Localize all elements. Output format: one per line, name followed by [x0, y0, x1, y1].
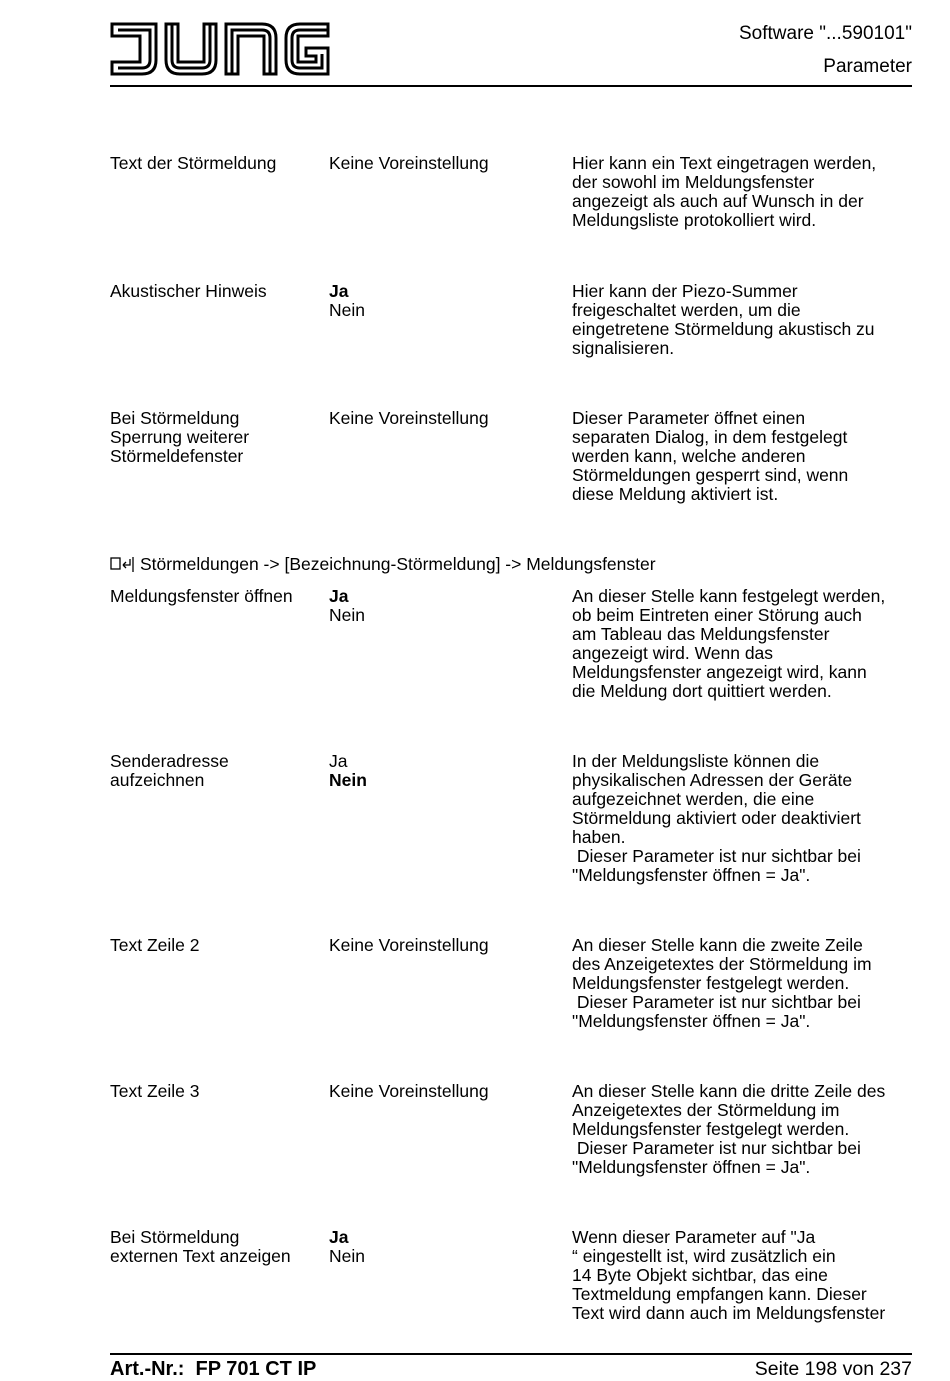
footer-rule [110, 1353, 912, 1355]
parameter-name: Meldungsfenster öffnen [110, 586, 293, 606]
parameter-options [329, 1082, 569, 1101]
parameter-description: Wenn dieser Parameter auf "Ja “ eingestellt ist, wird zusätzlich ein 14 Byte Objekt sichtbar, das eine Textmeldung empfangen kann. Dieser Text wird dann auch im Meldungsfenster [572, 1227, 886, 1323]
option: Keine Voreinstellung [329, 153, 489, 173]
option-default: Ja [329, 586, 349, 606]
parameter-description: An dieser Stelle kann die dritte Zeile des Anzeigetextes der Störmeldung im Meldungsfenster festgelegt werden. Dieser Parameter ist nur sichtbar bei "Meldungsfenster öffnen = Ja". [572, 1081, 886, 1177]
option: Keine Voreinstellung [329, 1081, 489, 1101]
parameter-page-icon [110, 555, 138, 573]
parameter-name: Bei Störmeldung externen Text anzeigen [110, 1227, 291, 1266]
option: Nein [329, 1246, 365, 1266]
parameter-name: Text Zeile 3 [110, 1081, 200, 1101]
parameter-options [329, 936, 569, 955]
parameter-options [329, 752, 569, 790]
section-path-text: Störmeldungen -> [Bezeichnung-Störmeldung] -> Meldungsfenster [140, 554, 656, 574]
parameter-description: Dieser Parameter öffnet einen separaten Dialog, in dem festgelegt werden kann, welche anderen Störmeldungen gesperrt sind, wenn diese Meldung aktiviert ist. [572, 408, 849, 504]
parameter-options [329, 409, 569, 428]
section-path [110, 554, 656, 574]
option-default: Ja [329, 281, 349, 301]
parameter-options [329, 1228, 569, 1266]
parameter-options [329, 154, 569, 173]
option-default: Nein [329, 770, 367, 790]
page-number: Seite 198 von 237 [754, 1358, 912, 1380]
parameter-name: Akustischer Hinweis [110, 281, 267, 301]
parameter-description: Hier kann ein Text eingetragen werden, der sowohl im Meldungsfenster angezeigt als auch auf Wunsch in der Meldungsliste protokolliert wird. [572, 153, 877, 230]
parameter-name: Senderadresse aufzeichnen [110, 751, 229, 790]
article-number: Art.-Nr.: FP 701 CT IP [110, 1358, 317, 1380]
option: Keine Voreinstellung [329, 935, 489, 955]
parameter-description: An dieser Stelle kann die zweite Zeile des Anzeigetextes der Störmeldung im Meldungsfenster festgelegt werden. Dieser Parameter ist nur sichtbar bei "Meldungsfenster öffnen = Ja". [572, 935, 872, 1031]
jung-logo [110, 22, 330, 76]
header-rule [110, 85, 912, 87]
software-version: Software "...590101" [739, 23, 912, 44]
parameter-description: In der Meldungsliste können die physikalischen Adressen der Geräte aufgezeichnet werden, die eine Störmeldung aktiviert oder deaktiviert haben. Dieser Parameter ist nur sichtbar bei "Meldungsfenster öffnen = Ja". [572, 751, 861, 885]
option: Nein [329, 605, 365, 625]
parameter-description: An dieser Stelle kann festgelegt werden, ob beim Eintreten einer Störung auch am Tableau das Meldungsfenster angezeigt wird. Wenn das Meldungsfenster angezeigt wird, kann die Meldung dort quittiert werden. [572, 586, 886, 701]
parameter-options [329, 587, 569, 625]
option-default: Ja [329, 1227, 349, 1247]
parameter-name: Text Zeile 2 [110, 935, 200, 955]
option: Nein [329, 300, 365, 320]
header-section-title: Parameter [823, 56, 912, 77]
option: Keine Voreinstellung [329, 408, 489, 428]
parameter-description: Hier kann der Piezo-Summer freigeschaltet werden, um die eingetretene Störmeldung akustisch zu signalisieren. [572, 281, 875, 358]
parameter-options [329, 282, 569, 320]
parameter-name: Bei Störmeldung Sperrung weiterer Störmeldefenster [110, 408, 250, 466]
option: Ja [329, 751, 348, 771]
parameter-name: Text der Störmeldung [110, 153, 277, 173]
